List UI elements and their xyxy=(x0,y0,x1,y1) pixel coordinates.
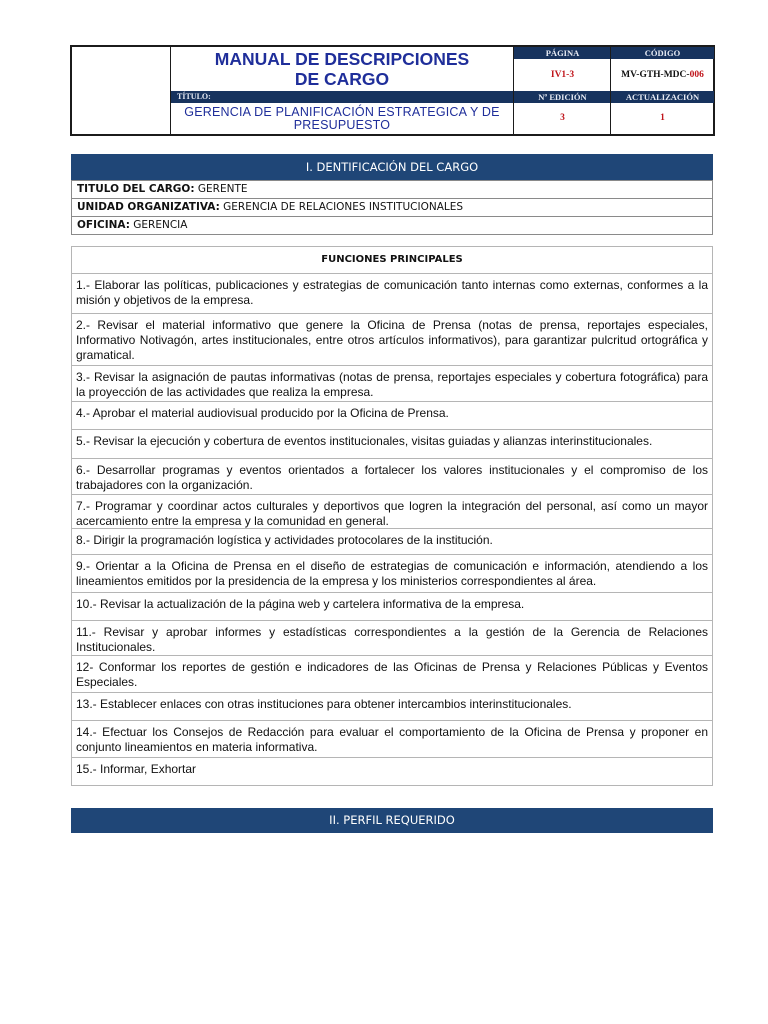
codigo-number: 006 xyxy=(689,70,704,80)
pagina-value: IV1-3 xyxy=(550,70,575,80)
codigo-column xyxy=(610,47,714,134)
section-perfil-header: II. PERFIL REQUERIDO xyxy=(71,808,713,833)
funcion-item: 11.- Revisar y aprobar informes y estadísticas correspondientes a la gestión de la Gerencia de Relaciones Institucionales. xyxy=(72,621,712,656)
id-value: GERENCIA xyxy=(133,219,188,231)
edicion-label: Nº EDICIÓN xyxy=(514,91,611,103)
pagina-column xyxy=(513,47,611,134)
funcion-item: 9.- Orientar a la Oficina de Prensa en el diseño de estrategias de comunicación e información, atendiendo a los lineamientos emitidos por la presidencia de la empresa y los ministerios correspondientes al área. xyxy=(72,555,712,593)
funcion-item: 13.- Establecer enlaces con otras instituciones para obtener intercambios interinstitucionales. xyxy=(72,693,712,721)
id-label: TITULO DEL CARGO: xyxy=(77,183,195,195)
funcion-item: 6.- Desarrollar programas y eventos orientados a fortalecer los valores institucionales y el compromiso de los trabajadores con la organización. xyxy=(72,459,712,495)
id-row-titulo xyxy=(72,181,712,199)
id-label: UNIDAD ORGANIZATIVA: xyxy=(77,201,220,213)
edicion-value: 3 xyxy=(560,113,565,123)
funcion-item: 7.- Programar y coordinar actos culturales y deportivos que logren la integración del personal, así como un mayor acercamiento entre la empresa y la comunidad en general. xyxy=(72,495,712,529)
section-identificacion-header: I. DENTIFICACIÓN DEL CARGO xyxy=(71,154,713,181)
actualizacion-value: 1 xyxy=(660,113,665,123)
id-value: GERENTE xyxy=(197,183,248,195)
funciones-heading: FUNCIONES PRINCIPALES xyxy=(72,247,712,274)
manual-title-line1: MANUAL DE DESCRIPCIONES xyxy=(214,48,470,69)
funcion-item: 1.- Elaborar las políticas, publicaciones y estrategias de comunicación tanto internas como externas, conformes a la misión y objetivos de la empresa. xyxy=(72,274,712,314)
document-subtitle: GERENCIA DE PLANIFICACIÓN ESTRATEGICA Y DE PRESUPUESTO xyxy=(184,104,500,132)
funcion-item: 12- Conformar los reportes de gestión e indicadores de las Oficinas de Prensa y Relaciones Públicas y Eventos Especiales. xyxy=(72,656,712,693)
document-header xyxy=(70,45,715,136)
funcion-item: 3.- Revisar la asignación de pautas informativas (notas de prensa, reportajes especiales y cobertura fotográfica) para la proyección de las actividades que realiza la empresa. xyxy=(72,366,712,402)
funcion-item: 10.- Revisar la actualización de la página web y cartelera informativa de la empresa. xyxy=(72,593,712,621)
id-value: GERENCIA DE RELACIONES INSTITUCIONALES xyxy=(223,201,464,213)
actualizacion-label: ACTUALIZACIÓN xyxy=(611,91,714,103)
pagina-label: PÁGINA xyxy=(514,47,611,59)
identificacion-table xyxy=(71,180,713,235)
codigo-label: CÓDIGO xyxy=(611,47,714,59)
codigo-value xyxy=(611,59,714,91)
id-row-unidad xyxy=(72,199,712,217)
funcion-item: 2.- Revisar el material informativo que genere la Oficina de Prensa (notas de prensa, reportajes especiales, Informativo Notivagón, artes institucionales, entre otros artículos informativos), para garantizar pulcritud ortográfica y gramatical. xyxy=(72,314,712,366)
funcion-item: 5.- Revisar la ejecución y cobertura de eventos institucionales, visitas guiadas y alianzas interinstitucionales. xyxy=(72,430,712,459)
logo-area xyxy=(72,47,171,134)
funcion-item: 14.- Efectuar los Consejos de Redacción para evaluar el comportamiento de la Oficina de Prensa y proponer en conjunto lineamientos en materia informativa. xyxy=(72,721,712,758)
funcion-item: 15.- Informar, Exhortar xyxy=(76,762,197,776)
funcion-item: 8.- Dirigir la programación logística y actividades protocolares de la institución. xyxy=(72,529,712,555)
manual-title-line2: DE CARGO xyxy=(294,68,390,89)
id-row-oficina xyxy=(72,217,712,234)
titulo-label: TÍTULO: xyxy=(171,91,513,103)
funcion-item: 4.- Aprobar el material audiovisual producido por la Oficina de Prensa. xyxy=(72,402,712,430)
id-label: OFICINA: xyxy=(77,219,130,231)
codigo-prefix: MV-GTH-MDC- xyxy=(621,70,690,80)
funciones-table xyxy=(71,246,713,786)
manual-title xyxy=(171,47,513,90)
